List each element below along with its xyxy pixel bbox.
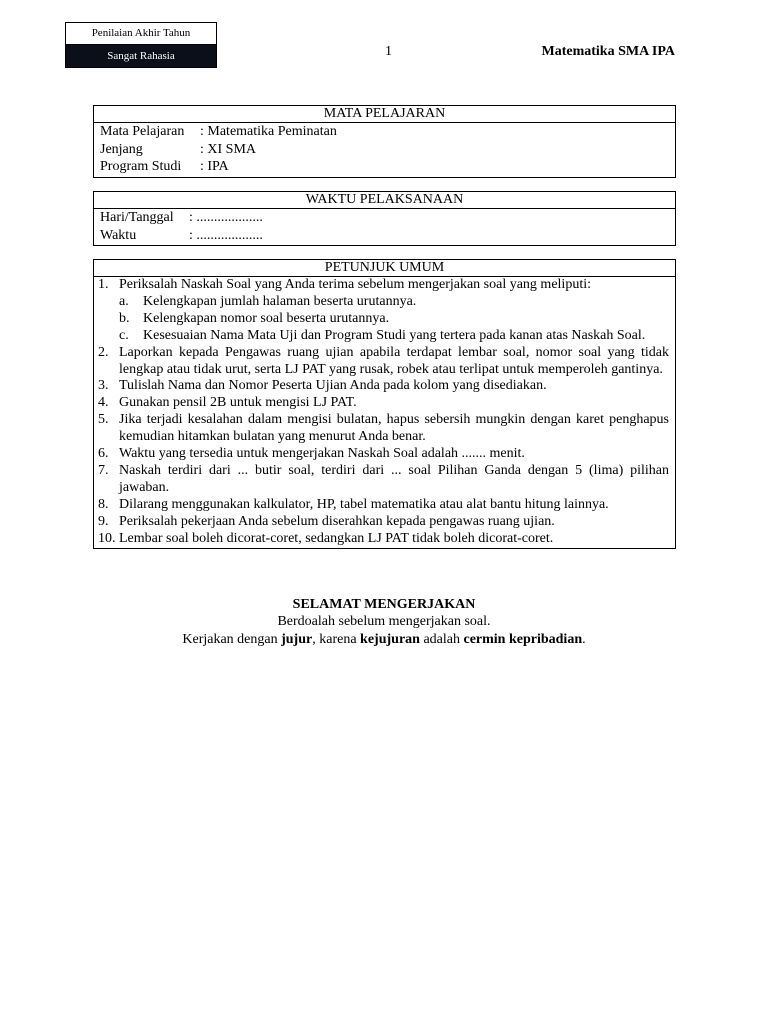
closing-title-text: SELAMAT MENGERJAKAN: [292, 597, 476, 612]
rule-number: 5.: [98, 412, 109, 428]
rule-item: [98, 463, 669, 497]
info-label: Mata Pelajaran: [100, 124, 185, 139]
mata-pelajaran-heading: MATA PELAJARAN: [94, 106, 675, 123]
info-row: [100, 209, 669, 227]
page-number: 1: [385, 44, 392, 59]
petunjuk-umum-box: [93, 259, 676, 549]
rule-text: Periksalah pekerjaan Anda sebelum diserahkan kepada pengawas ruang ujian.: [119, 513, 555, 529]
rule-item: [98, 497, 669, 514]
stamp-confidential: Sangat Rahasia: [66, 45, 216, 67]
rule-text: Dilarang menggunakan kalkulator, HP, tabel matematika atau alat bantu hitung lainnya.: [119, 496, 609, 512]
sub-item: [119, 328, 669, 345]
rule-number: 3.: [98, 378, 109, 394]
sub-text: Kesesuaian Nama Mata Uji dan Program Studi yang tertera pada kanan atas Naskah Soal.: [143, 327, 646, 343]
rule-item: [98, 277, 669, 345]
info-row: [100, 227, 669, 245]
info-value: : ...................: [189, 227, 263, 243]
sub-item: [119, 294, 669, 311]
info-label: Waktu: [100, 227, 137, 243]
info-label: Jenjang: [100, 141, 143, 157]
rule-item: [98, 378, 669, 395]
rule-number: 4.: [98, 395, 109, 411]
rule-text: Gunakan pensil 2B untuk mengisi LJ PAT.: [119, 395, 357, 411]
rule-number: 8.: [98, 496, 109, 512]
rule-number: 1.: [98, 277, 109, 292]
sub-text: Kelengkapan jumlah halaman beserta urutannya.: [143, 293, 417, 309]
info-row: [100, 158, 669, 176]
rule-text: Naskah terdiri dari ... butir soal, terdiri dari ... soal Pilihan Ganda dengan 5 (lima) pilihan jawaban.: [119, 462, 669, 495]
closing-emphasis: jujur: [281, 632, 313, 647]
waktu-pelaksanaan-box: [93, 191, 676, 246]
waktu-heading: WAKTU PELAKSANAAN: [94, 192, 675, 209]
rule-text: Periksalah Naskah Soal yang Anda terima sebelum mengerjakan soal yang meliputi:: [119, 277, 591, 292]
rule-text: Laporkan kepada Pengawas ruang ujian apabila terdapat lembar soal, nomor soal yang tidak lengkap atau tidak urut, serta LJ PAT yang rusak, robek atau terlipat untuk memperoleh gantinya.: [119, 344, 669, 377]
info-value: : Matematika Peminatan: [200, 124, 337, 139]
closing-text: , karena: [312, 632, 361, 647]
rule-item: [98, 345, 669, 379]
rule-text: Tulislah Nama dan Nomor Peserta Ujian Anda pada kolom yang disediakan.: [119, 378, 547, 394]
sub-number: a.: [119, 293, 129, 309]
rule-number: 10.: [98, 530, 116, 546]
rule-text: Jika terjadi kesalahan dalam mengisi bulatan, hapus sebersih mungkin dengan karet penghapus kemudian hitamkan bulatan yang menurut Anda benar.: [119, 412, 669, 445]
sub-number: c.: [119, 327, 129, 343]
sub-text: Kelengkapan nomor soal beserta urutannya.: [143, 310, 390, 326]
mata-pelajaran-box: [93, 105, 676, 178]
closing-emphasis: kejujuran: [360, 632, 420, 647]
closing-line-1: Berdoalah sebelum mengerjakan soal.: [277, 614, 491, 629]
rule-number: 6.: [98, 446, 109, 462]
info-label: Program Studi: [100, 159, 182, 174]
closing-line-2: [0, 632, 768, 648]
rule-item: [98, 514, 669, 531]
subject-title: Matematika SMA IPA: [541, 44, 675, 59]
rule-item: [98, 446, 669, 463]
info-row: [100, 123, 669, 141]
rule-number: 7.: [98, 462, 109, 478]
petunjuk-heading: PETUNJUK UMUM: [94, 260, 675, 277]
rule-number: 9.: [98, 513, 109, 529]
rule-item: [98, 395, 669, 412]
info-value: : ...................: [189, 210, 263, 225]
closing-text: Kerjakan dengan: [182, 632, 282, 647]
closing-title: [0, 597, 768, 613]
rule-item: [98, 531, 669, 548]
sub-list: [119, 294, 669, 345]
exam-stamp: [65, 22, 217, 68]
rule-number: 2.: [98, 344, 109, 360]
info-row: [100, 141, 669, 159]
rule-text: Waktu yang tersedia untuk mengerjakan Naskah Soal adalah ....... menit.: [119, 446, 525, 462]
info-value: : XI SMA: [200, 141, 257, 157]
info-label: Hari/Tanggal: [100, 210, 174, 225]
closing-text: .: [582, 632, 586, 647]
closing-emphasis: cermin kepribadian: [463, 632, 583, 647]
rules-list: [98, 277, 669, 548]
stamp-exam-name: Penilaian Akhir Tahun: [66, 23, 216, 45]
closing-text: adalah: [419, 632, 464, 647]
sub-number: b.: [119, 310, 130, 326]
info-value: : IPA: [200, 159, 229, 174]
rule-item: [98, 412, 669, 446]
sub-item: [119, 311, 669, 328]
rule-text: Lembar soal boleh dicorat-coret, sedangkan LJ PAT tidak boleh dicorat-coret.: [119, 530, 554, 546]
